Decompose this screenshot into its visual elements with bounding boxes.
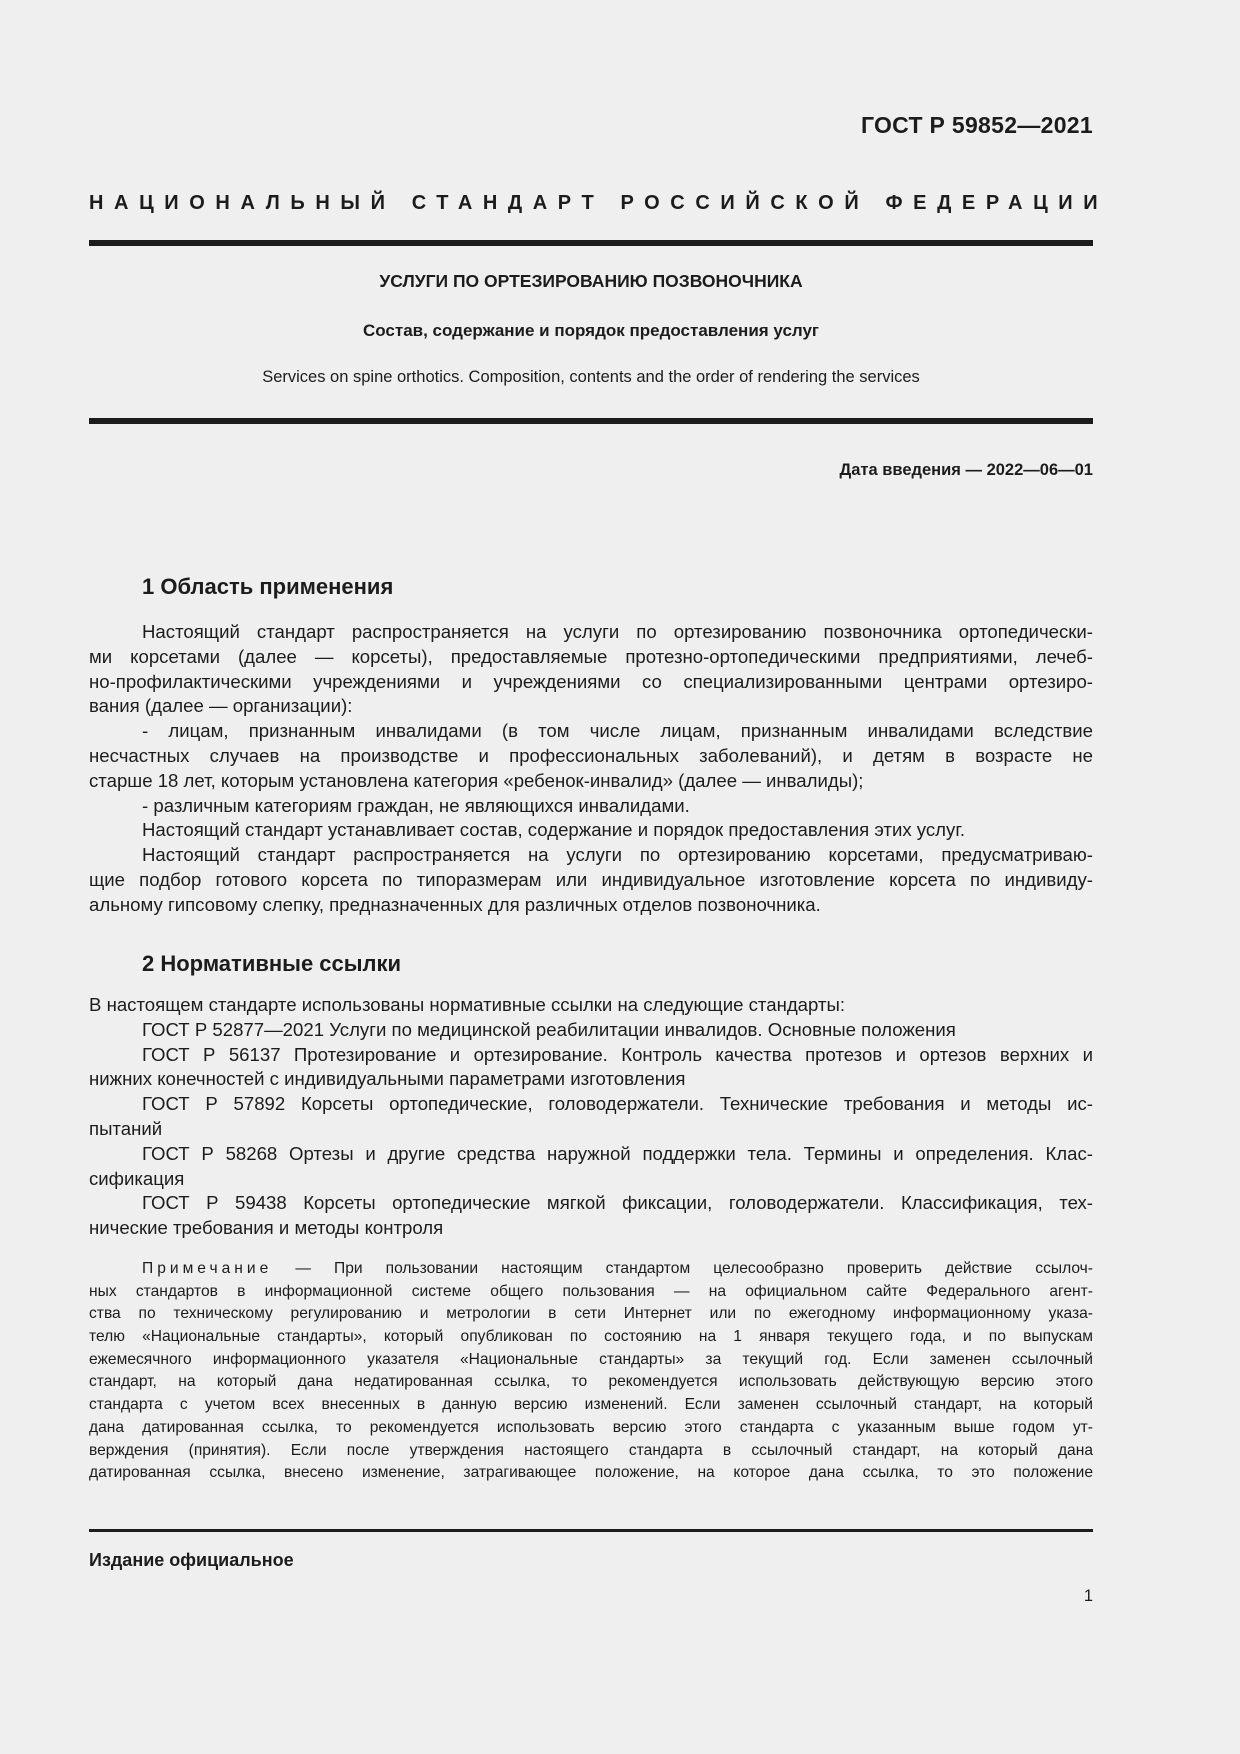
note-line: телю «Национальные стандарты», который опубликован по состоянию на 1 января текущего года, и по выпускам [89,1328,1093,1346]
paragraph-line: несчастных случаев на производстве и профессиональных заболеваний), и детям в возрасте не [89,744,1093,766]
reference-line: ГОСТ Р 52877—2021 Услуги по медицинской реабилитации инвалидов. Основные положения [142,1018,956,1040]
note-line [89,1258,1093,1281]
reference-line: ГОСТ Р 57892 Корсеты ортопедические, головодержатели. Технические требования и методы ис- [142,1093,1093,1115]
reference-line: нические требования и методы контроля [89,1217,444,1239]
note-line: датированная ссылка, внесено изменение, затрагивающее положение, на которое дана ссылка, то это положение [89,1464,1093,1482]
paragraph-line: - лицам, признанным инвалидами (в том числе лицам, признанным инвалидами вследствие [142,720,1093,742]
reference-line: ГОСТ Р 56137 Протезирование и ортезирование. Контроль качества протезов и ортезов верхних и [142,1043,1093,1065]
note-block [89,1258,1093,1485]
paragraph-line: В настоящем стандарте использованы нормативные ссылки на следующие стандарты: [89,994,846,1015]
section-1-body [89,620,1093,918]
note-line: стандарта с учетом всех внесенных в данную версию изменений. Если заменен ссылочный стандарт, на который [89,1396,1093,1414]
standard-title: УСЛУГИ ПО ОРТЕЗИРОВАНИЮ ПОЗВОНОЧНИКА [379,271,803,291]
paragraph-line: альному гипсовому слепку, предназначенных для различных отделов позвоночника. [89,893,821,915]
note-line: дана датированная ссылка, то рекомендуется использовать версию этого стандарта с указанным выше годом ут- [89,1418,1093,1436]
section-1-heading: 1 Область применения [142,574,394,599]
document-number: ГОСТ Р 59852—2021 [860,112,1093,138]
national-standard-title: НАЦИОНАЛЬНЫЙ СТАНДАРТ РОССИЙСКОЙ ФЕДЕРАЦИИ [89,192,1109,214]
note-line: верждения (принятия). Если после утверждения настоящего стандарта в ссылочный стандарт, на который дана [89,1441,1093,1459]
paragraph-line: Настоящий стандарт устанавливает состав, содержание и порядок предоставления этих услуг. [142,819,966,841]
note-line: стандарт, на который дана недатированная ссылка, то рекомендуется использовать действующую версию этого [89,1373,1093,1391]
official-edition-label: Издание официальное [89,1550,294,1570]
footer-rule [89,1529,1093,1532]
introduction-date: Дата введения — 2022—06—01 [839,461,1093,479]
paragraph-line: старше 18 лет, которым установлена категория «ребенок-инвалид» (далее — инвалиды); [89,769,864,791]
paragraph-line: Настоящий стандарт распространяется на услуги по ортезированию корсетами, предусматриваю- [142,844,1093,866]
paragraph-line: вания (далее — организации): [89,695,353,717]
page-number: 1 [1083,1587,1093,1605]
note-line: ных стандартов в информационной системе общего пользования — на официальном сайте Федерального агент- [89,1282,1093,1300]
reference-line: ГОСТ Р 59438 Корсеты ортопедические мягкой фиксации, головодержатели. Классификация, тех- [142,1192,1093,1214]
section-2-body [89,993,1093,1241]
paragraph-line: - различным категориям граждан, не являющихся инвалидами. [142,794,690,816]
note-line: ства по техническому регулированию и метрологии в сети Интернет или по ежегодному информационному указа- [89,1305,1093,1323]
title-bottom-rule [89,418,1093,424]
note-text: — При пользовании настоящим стандартом целесообразно проверить действие ссылоч- [272,1260,1093,1277]
reference-line: ГОСТ Р 58268 Ортезы и другие средства наружной поддержки тела. Термины и определения. Клас- [142,1142,1093,1164]
reference-line: нижних конечностей с индивидуальными параметрами изготовления [89,1068,686,1090]
top-rule [89,240,1093,246]
standard-subtitle: Состав, содержание и порядок предоставления услуг [362,321,820,340]
note-label: Примечание [142,1260,273,1277]
paragraph-line: Настоящий стандарт распространяется на услуги по ортезированию позвоночника ортопедически- [142,621,1093,642]
paragraph-line: щие подбор готового корсета по типоразмерам или индивидуальное изготовление корсета по индивиду- [89,868,1093,890]
reference-line: пытаний [89,1117,163,1139]
standard-english-title: Services on spine orthotics. Composition, contents and the order of rendering the services [262,368,920,386]
reference-line: сификация [89,1167,185,1189]
note-line: ежемесячного информационного указателя «Национальные стандарты» за текущий год. Если заменен ссылочный [89,1350,1093,1368]
paragraph-line: ми корсетами (далее — корсеты), предоставляемые протезно-ортопедическими предприятиями, лечеб- [89,645,1093,667]
paragraph-line: но-профилактическими учреждениями и учреждениями со специализированными центрами ортезиро- [89,670,1093,692]
section-2-heading: 2 Нормативные ссылки [142,951,402,976]
